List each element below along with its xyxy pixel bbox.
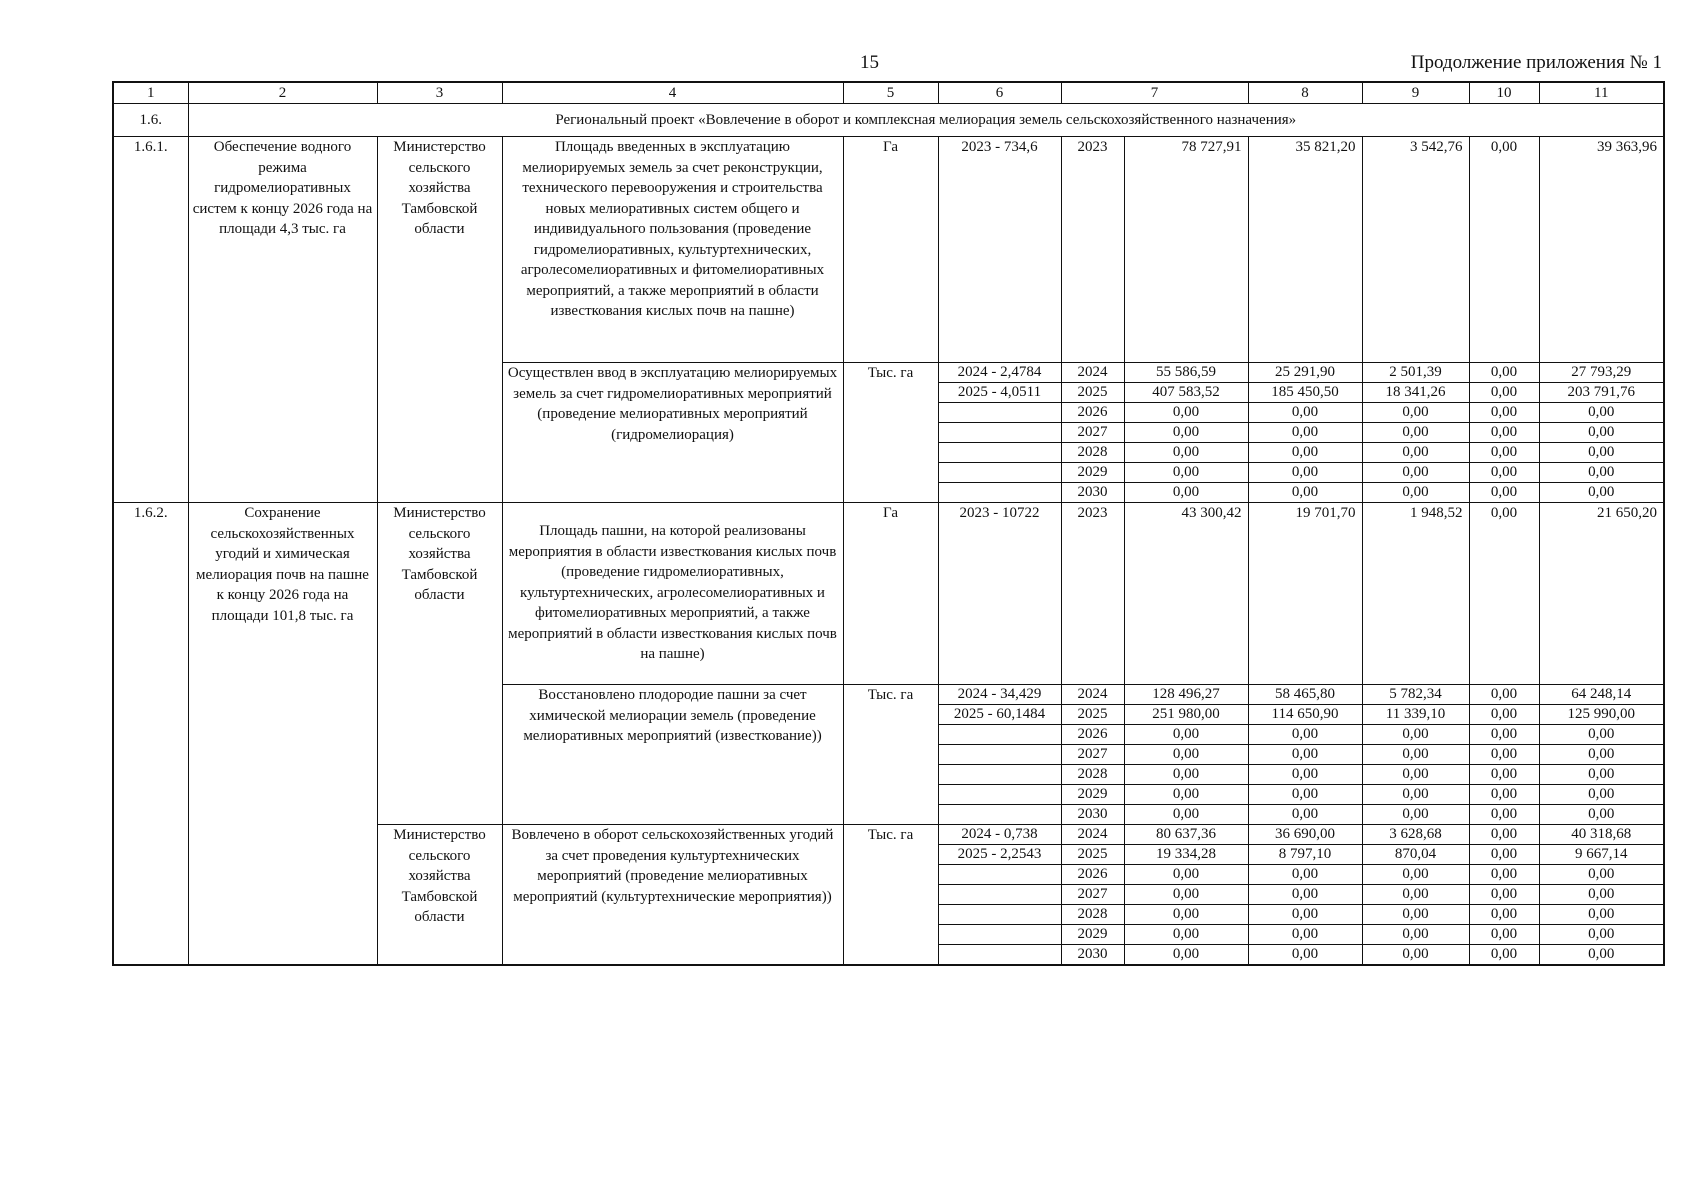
amount-local: 0,00 <box>1469 443 1539 463</box>
year: 2030 <box>1061 945 1124 966</box>
year: 2028 <box>1061 443 1124 463</box>
amount-total: 0,00 <box>1124 945 1248 966</box>
amount-total: 0,00 <box>1124 725 1248 745</box>
year: 2027 <box>1061 885 1124 905</box>
amount-regional: 0,00 <box>1362 865 1469 885</box>
target-value <box>938 785 1061 805</box>
target-value: 2024 - 34,429 <box>938 685 1061 705</box>
col-header: 3 <box>377 82 502 104</box>
year: 2025 <box>1061 383 1124 403</box>
amount-other: 203 791,76 <box>1539 383 1664 403</box>
year: 2023 <box>1061 503 1124 685</box>
amount-other: 0,00 <box>1539 865 1664 885</box>
amount-federal: 0,00 <box>1248 865 1362 885</box>
amount-federal: 0,00 <box>1248 443 1362 463</box>
amount-federal: 114 650,90 <box>1248 705 1362 725</box>
year: 2024 <box>1061 685 1124 705</box>
item-number: 1.6.2. <box>113 503 188 966</box>
amount-total: 0,00 <box>1124 463 1248 483</box>
target-value: 2024 - 0,738 <box>938 825 1061 845</box>
year: 2028 <box>1061 905 1124 925</box>
amount-regional: 1 948,52 <box>1362 503 1469 685</box>
amount-regional: 0,00 <box>1362 483 1469 503</box>
year: 2029 <box>1061 925 1124 945</box>
amount-regional: 0,00 <box>1362 725 1469 745</box>
amount-other: 40 318,68 <box>1539 825 1664 845</box>
amount-total: 0,00 <box>1124 865 1248 885</box>
target-value <box>938 423 1061 443</box>
target-value <box>938 483 1061 503</box>
amount-total: 55 586,59 <box>1124 363 1248 383</box>
amount-other: 0,00 <box>1539 785 1664 805</box>
amount-total: 0,00 <box>1124 765 1248 785</box>
amount-other: 0,00 <box>1539 463 1664 483</box>
unit: Га <box>843 137 938 363</box>
amount-regional: 5 782,34 <box>1362 685 1469 705</box>
amount-other: 0,00 <box>1539 905 1664 925</box>
amount-other: 0,00 <box>1539 765 1664 785</box>
amount-local: 0,00 <box>1469 725 1539 745</box>
amount-federal: 0,00 <box>1248 805 1362 825</box>
year: 2030 <box>1061 483 1124 503</box>
amount-total: 407 583,52 <box>1124 383 1248 403</box>
col-header: 11 <box>1539 82 1664 104</box>
unit: Га <box>843 503 938 685</box>
col-header: 7 <box>1061 82 1248 104</box>
amount-federal: 0,00 <box>1248 885 1362 905</box>
amount-local: 0,00 <box>1469 865 1539 885</box>
amount-federal: 0,00 <box>1248 925 1362 945</box>
year: 2029 <box>1061 463 1124 483</box>
unit: Тыс. га <box>843 685 938 825</box>
col-header: 1 <box>113 82 188 104</box>
amount-regional: 0,00 <box>1362 463 1469 483</box>
column-header-row <box>113 82 1664 104</box>
ministry-name: Министерство сельского хозяйства Тамбовской области <box>377 503 502 825</box>
indicator-description: Восстановлено плодородие пашни за счет химической мелиорации земель (проведение мелиоративных мероприятий (известкование)) <box>502 685 843 825</box>
amount-total: 0,00 <box>1124 483 1248 503</box>
col-header: 5 <box>843 82 938 104</box>
amount-total: 19 334,28 <box>1124 845 1248 865</box>
amount-regional: 0,00 <box>1362 925 1469 945</box>
amount-regional: 2 501,39 <box>1362 363 1469 383</box>
target-value: 2024 - 2,4784 <box>938 363 1061 383</box>
amount-local: 0,00 <box>1469 845 1539 865</box>
target-value <box>938 865 1061 885</box>
amount-total: 0,00 <box>1124 423 1248 443</box>
target-value: 2025 - 4,0511 <box>938 383 1061 403</box>
amount-other: 0,00 <box>1539 483 1664 503</box>
amount-local: 0,00 <box>1469 805 1539 825</box>
amount-total: 43 300,42 <box>1124 503 1248 685</box>
amount-other: 0,00 <box>1539 745 1664 765</box>
amount-other: 21 650,20 <box>1539 503 1664 685</box>
amount-local: 0,00 <box>1469 925 1539 945</box>
table-row <box>113 137 1664 363</box>
year: 2030 <box>1061 805 1124 825</box>
amount-federal: 36 690,00 <box>1248 825 1362 845</box>
amount-regional: 18 341,26 <box>1362 383 1469 403</box>
year: 2026 <box>1061 725 1124 745</box>
amount-other: 0,00 <box>1539 443 1664 463</box>
page-number: 15 <box>860 52 879 73</box>
amount-local: 0,00 <box>1469 765 1539 785</box>
amount-total: 0,00 <box>1124 905 1248 925</box>
section-title: Региональный проект «Вовлечение в оборот и комплексная мелиорация земель сельскохозяйственного назначения» <box>188 104 1664 137</box>
amount-other: 125 990,00 <box>1539 705 1664 725</box>
amount-local: 0,00 <box>1469 463 1539 483</box>
item-number: 1.6.1. <box>113 137 188 503</box>
year: 2027 <box>1061 423 1124 443</box>
amount-regional: 0,00 <box>1362 745 1469 765</box>
amount-other: 39 363,96 <box>1539 137 1664 363</box>
target-value: 2023 - 734,6 <box>938 137 1061 363</box>
section-number: 1.6. <box>113 104 188 137</box>
amount-regional: 3 542,76 <box>1362 137 1469 363</box>
indicator-description: Вовлечено в оборот сельскохозяйственных угодий за счет проведения культуртехнических мероприятий (проведение мелиоративных мероприятий (культуртехнические мероприятия)) <box>502 825 843 966</box>
amount-federal: 0,00 <box>1248 725 1362 745</box>
amount-total: 0,00 <box>1124 443 1248 463</box>
indicator-description: Площадь введенных в эксплуатацию мелиорируемых земель за счет реконструкции, технического перевооружения и строительства новых мелиоративных систем общего и индивидуального пользования (проведение гидромелиоративных, культуртехнических, агролесомелиоративных и фитомелиоративных мероприятий, а также мероприятий в области известкования кислых почв на пашне) <box>502 137 843 363</box>
amount-local: 0,00 <box>1469 363 1539 383</box>
year: 2027 <box>1061 745 1124 765</box>
amount-local: 0,00 <box>1469 685 1539 705</box>
amount-regional: 11 339,10 <box>1362 705 1469 725</box>
amount-local: 0,00 <box>1469 403 1539 423</box>
target-value <box>938 905 1061 925</box>
amount-local: 0,00 <box>1469 785 1539 805</box>
amount-total: 0,00 <box>1124 885 1248 905</box>
amount-federal: 0,00 <box>1248 483 1362 503</box>
amount-regional: 0,00 <box>1362 765 1469 785</box>
target-value <box>938 885 1061 905</box>
amount-federal: 19 701,70 <box>1248 503 1362 685</box>
amount-local: 0,00 <box>1469 503 1539 685</box>
amount-total: 0,00 <box>1124 403 1248 423</box>
amount-total: 251 980,00 <box>1124 705 1248 725</box>
amount-other: 27 793,29 <box>1539 363 1664 383</box>
amount-federal: 0,00 <box>1248 463 1362 483</box>
indicator-description: Осуществлен ввод в эксплуатацию мелиорируемых земель за счет гидромелиоративных мероприятий (проведение мелиоративных мероприятий (гидромелиорация) <box>502 363 843 503</box>
appendix-note: Продолжение приложения № 1 <box>1410 52 1662 73</box>
target-value <box>938 745 1061 765</box>
target-value <box>938 805 1061 825</box>
year: 2024 <box>1061 825 1124 845</box>
amount-federal: 185 450,50 <box>1248 383 1362 403</box>
col-header: 2 <box>188 82 377 104</box>
amount-regional: 870,04 <box>1362 845 1469 865</box>
amount-regional: 0,00 <box>1362 945 1469 966</box>
amount-federal: 8 797,10 <box>1248 845 1362 865</box>
indicator-description: Площадь пашни, на которой реализованы мероприятия в области известкования кислых почв (проведение гидромелиоративных, культуртехнических, агролесомелиоративных и фитомелиоративных мероприятий, а также мероприятий в области известкования кислых почв на пашне) <box>502 503 843 685</box>
year: 2025 <box>1061 845 1124 865</box>
amount-local: 0,00 <box>1469 483 1539 503</box>
target-value <box>938 945 1061 966</box>
amount-local: 0,00 <box>1469 905 1539 925</box>
amount-federal: 58 465,80 <box>1248 685 1362 705</box>
amount-local: 0,00 <box>1469 705 1539 725</box>
unit: Тыс. га <box>843 363 938 503</box>
amount-regional: 0,00 <box>1362 403 1469 423</box>
amount-local: 0,00 <box>1469 945 1539 966</box>
amount-local: 0,00 <box>1469 423 1539 443</box>
col-header: 6 <box>938 82 1061 104</box>
task-description: Обеспечение водного режима гидромелиоративных систем к концу 2026 года на площади 4,3 тыс. га <box>188 137 377 503</box>
target-value <box>938 403 1061 423</box>
amount-total: 0,00 <box>1124 745 1248 765</box>
amount-total: 0,00 <box>1124 805 1248 825</box>
amount-other: 0,00 <box>1539 423 1664 443</box>
amount-federal: 25 291,90 <box>1248 363 1362 383</box>
table-row <box>113 503 1664 685</box>
amount-other: 0,00 <box>1539 725 1664 745</box>
amount-regional: 0,00 <box>1362 905 1469 925</box>
amount-regional: 0,00 <box>1362 443 1469 463</box>
target-value <box>938 765 1061 785</box>
target-value <box>938 925 1061 945</box>
amount-total: 128 496,27 <box>1124 685 1248 705</box>
amount-federal: 0,00 <box>1248 745 1362 765</box>
amount-other: 0,00 <box>1539 885 1664 905</box>
amount-federal: 0,00 <box>1248 945 1362 966</box>
amount-regional: 0,00 <box>1362 885 1469 905</box>
amount-local: 0,00 <box>1469 137 1539 363</box>
amount-local: 0,00 <box>1469 885 1539 905</box>
amount-local: 0,00 <box>1469 745 1539 765</box>
section-row <box>113 104 1664 137</box>
col-header: 4 <box>502 82 843 104</box>
amount-federal: 35 821,20 <box>1248 137 1362 363</box>
target-value <box>938 463 1061 483</box>
budget-table <box>112 81 1665 966</box>
amount-total: 78 727,91 <box>1124 137 1248 363</box>
target-value: 2023 - 10722 <box>938 503 1061 685</box>
amount-total: 0,00 <box>1124 785 1248 805</box>
amount-local: 0,00 <box>1469 825 1539 845</box>
ministry-name: Министерство сельского хозяйства Тамбовской области <box>377 825 502 966</box>
amount-other: 64 248,14 <box>1539 685 1664 705</box>
amount-total: 0,00 <box>1124 925 1248 945</box>
task-description: Сохранение сельскохозяйственных угодий и химическая мелиорация почв на пашне к концу 2026 года на площади 101,8 тыс. га <box>188 503 377 966</box>
unit: Тыс. га <box>843 825 938 966</box>
amount-regional: 0,00 <box>1362 805 1469 825</box>
amount-other: 0,00 <box>1539 925 1664 945</box>
amount-other: 0,00 <box>1539 805 1664 825</box>
year: 2023 <box>1061 137 1124 363</box>
amount-federal: 0,00 <box>1248 423 1362 443</box>
amount-regional: 3 628,68 <box>1362 825 1469 845</box>
year: 2026 <box>1061 865 1124 885</box>
target-value: 2025 - 2,2543 <box>938 845 1061 865</box>
amount-local: 0,00 <box>1469 383 1539 403</box>
year: 2029 <box>1061 785 1124 805</box>
amount-federal: 0,00 <box>1248 403 1362 423</box>
ministry-name: Министерство сельского хозяйства Тамбовской области <box>377 137 502 503</box>
year: 2028 <box>1061 765 1124 785</box>
year: 2026 <box>1061 403 1124 423</box>
col-header: 9 <box>1362 82 1469 104</box>
amount-other: 9 667,14 <box>1539 845 1664 865</box>
amount-federal: 0,00 <box>1248 905 1362 925</box>
col-header: 10 <box>1469 82 1539 104</box>
amount-other: 0,00 <box>1539 945 1664 966</box>
target-value <box>938 725 1061 745</box>
amount-total: 80 637,36 <box>1124 825 1248 845</box>
amount-regional: 0,00 <box>1362 785 1469 805</box>
target-value <box>938 443 1061 463</box>
target-value: 2025 - 60,1484 <box>938 705 1061 725</box>
year: 2024 <box>1061 363 1124 383</box>
year: 2025 <box>1061 705 1124 725</box>
amount-regional: 0,00 <box>1362 423 1469 443</box>
amount-federal: 0,00 <box>1248 785 1362 805</box>
amount-federal: 0,00 <box>1248 765 1362 785</box>
col-header: 8 <box>1248 82 1362 104</box>
amount-other: 0,00 <box>1539 403 1664 423</box>
